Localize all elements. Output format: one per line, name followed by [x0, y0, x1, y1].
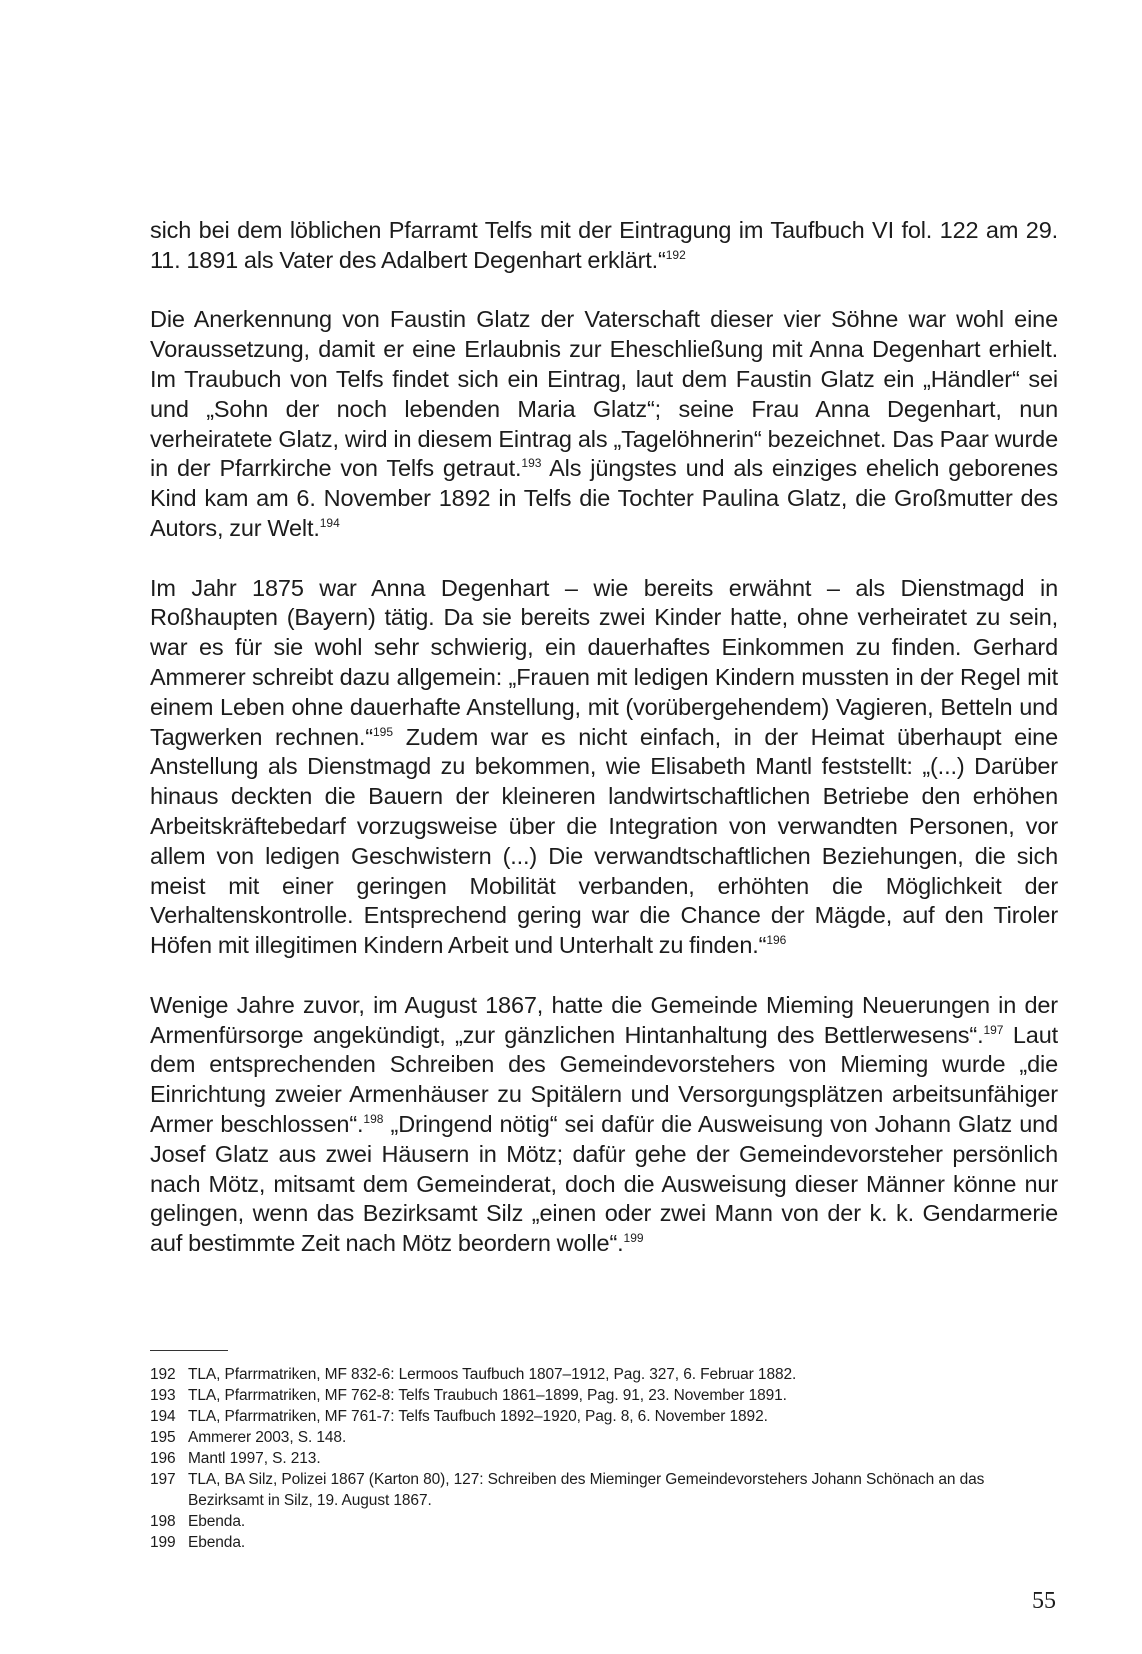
- footnote-number: 199: [150, 1534, 176, 1551]
- footnote-ref[interactable]: 196: [766, 933, 787, 948]
- footnote-number: 193: [150, 1387, 176, 1404]
- paragraph: [150, 574, 1058, 961]
- footnote-number: 197: [150, 1471, 176, 1488]
- footnote-ref[interactable]: 195: [372, 724, 393, 739]
- footnote-text: Ammerer 2003, S. 148.: [188, 1429, 347, 1446]
- paragraph: [150, 216, 1058, 276]
- paragraph-text: Die Anerkennung von Faustin Glatz der Vaterschaft dieser vier Söhne war wohl eine Voraussetzung, damit er eine Erlaubnis zur Eheschließung mit Anna Degenhart erhielt. Im Traubuch von Telfs findet sich ein Eintrag, laut dem Faustin Glatz ein „Händler“ sei und „Sohn der noch lebenden Maria Glatz“; seine Frau Anna Degenhart, nun verheiratete Glatz, wird in diesem Eintrag als „Tagelöhnerin“ bezeichnet. Das Paar wurde in der Pfarrkirche von Telfs getraut.: [150, 306, 1058, 482]
- paragraph-text: Zudem war es nicht einfach, in der Heimat überhaupt eine Anstellung als Dienstmagd zu bekommen, wie Elisabeth Mantl feststellt: „(...) Darüber hinaus deckten die Bauern der kleineren landwirtschaftlichen Betriebe den erhöhen Arbeitskräftebedarf vorzugsweise über die Integration von verwandten Personen, vor allem von ledigen Geschwistern (...) Die verwandtschaftlichen Beziehungen, die sich meist mit einer geringen Mobilität verbanden, erhöhten die Möglichkeit der Verhaltenskontrolle. Entsprechend gering war die Chance der Mägde, auf den Tiroler Höfen mit illegitimen Kindern Arbeit und Unterhalt zu finden.“: [150, 723, 1058, 959]
- footnote-text: TLA, Pfarrmatriken, MF 832-6: Lermoos Taufbuch 1807–1912, Pag. 327, 6. Februar 1882.: [188, 1366, 797, 1383]
- footnote-ref[interactable]: 197: [983, 1022, 1004, 1037]
- footnotes: [150, 1364, 1050, 1553]
- page-number: 55: [1032, 1588, 1056, 1614]
- footnote: [150, 1469, 1050, 1511]
- footnote-ref[interactable]: 199: [623, 1231, 644, 1246]
- footnote: [150, 1364, 1050, 1385]
- footnote-number: 192: [150, 1366, 176, 1383]
- footnote: [150, 1406, 1050, 1427]
- footnote-text: Mantl 1997, S. 213.: [188, 1450, 321, 1467]
- paragraph: [150, 991, 1058, 1259]
- footnote-text: TLA, BA Silz, Polizei 1867 (Karton 80), 127: Schreiben des Mieminger Gemeindevorstehers Johann Schönach an das Bezirksamt in Silz, 19. August 1867.: [188, 1471, 985, 1509]
- footnote: [150, 1427, 1050, 1448]
- footnote-number: 195: [150, 1429, 176, 1446]
- footnote-ref[interactable]: 192: [665, 247, 686, 262]
- paragraph-text: Im Jahr 1875 war Anna Degenhart – wie bereits erwähnt – als Dienstmagd in Roßhaupten (Bayern) tätig. Da sie bereits zwei Kinder hatte, ohne verheiratet zu sein, war es für sie wohl sehr schwierig, ein dauerhaftes Einkommen zu finden. Gerhard Ammerer schreibt dazu allgemein: „Frauen mit ledigen Kindern mussten in der Regel mit einem Leben ohne dauerhafte Anstellung, mit (vorübergehendem) Vagieren, Betteln und Tagwerken rechnen.“: [150, 574, 1058, 750]
- paragraph: [150, 305, 1058, 543]
- footnote-ref[interactable]: 193: [521, 456, 542, 471]
- footnote-number: 196: [150, 1450, 176, 1467]
- footnote-text: Ebenda.: [188, 1534, 246, 1551]
- paragraph-text: Als jüngstes und als einziges ehelich geborenes Kind kam am 6. November 1892 in Telfs die Tochter Paulina Glatz, die Großmutter des Autors, zur Welt.: [150, 455, 1059, 541]
- footnote-number: 194: [150, 1408, 176, 1425]
- footnote: [150, 1385, 1050, 1406]
- paragraph-text: Wenige Jahre zuvor, im August 1867, hatte die Gemeinde Mieming Neuerungen in der Armenfürsorge angekündigt, „zur gänzlichen Hintanhaltung des Bettlerwesens“.: [150, 991, 1058, 1048]
- paragraph-text: Laut dem entsprechenden Schreiben des Gemeindevorstehers von Mieming wurde „die Einrichtung zweier Armenhäuser zu Spitälern und Versorgungsplätzen arbeitsunfähiger Armer beschlossen“.: [150, 1021, 1058, 1137]
- footnote: [150, 1448, 1050, 1469]
- footnote-text: Ebenda.: [188, 1513, 246, 1530]
- paragraph-text: „Dringend nötig“ sei dafür die Ausweisung von Johann Glatz und Josef Glatz aus zwei Häusern in Mötz; dafür gehe der Gemeindevorsteher persönlich nach Mötz, mitsamt dem Gemeinderat, doch die Ausweisung dieser Männer könne nur gelingen, wenn das Bezirksamt Silz „einen oder zwei Mann von der k. k. Gendarmerie auf bestimmte Zeit nach Mötz beordern wolle“.: [150, 1110, 1058, 1257]
- footnote-number: 198: [150, 1513, 176, 1530]
- footnote: [150, 1532, 1050, 1553]
- footnote: [150, 1511, 1050, 1532]
- footnote-ref[interactable]: 198: [363, 1111, 384, 1126]
- footnote-text: TLA, Pfarrmatriken, MF 761-7: Telfs Taufbuch 1892–1920, Pag. 8, 6. November 1892.: [188, 1408, 768, 1425]
- footnote-divider: [150, 1350, 228, 1351]
- paragraph-text: sich bei dem löblichen Pfarramt Telfs mit der Eintragung im Taufbuch VI fol. 122 am 29. 11. 1891 als Vater des Adalbert Degenhart erklärt.“: [150, 217, 1058, 273]
- footnote-ref[interactable]: 194: [319, 515, 340, 530]
- footnote-text: TLA, Pfarrmatriken, MF 762-8: Telfs Traubuch 1861–1899, Pag. 91, 23. November 1891.: [188, 1387, 787, 1404]
- body-text: [150, 216, 1058, 1289]
